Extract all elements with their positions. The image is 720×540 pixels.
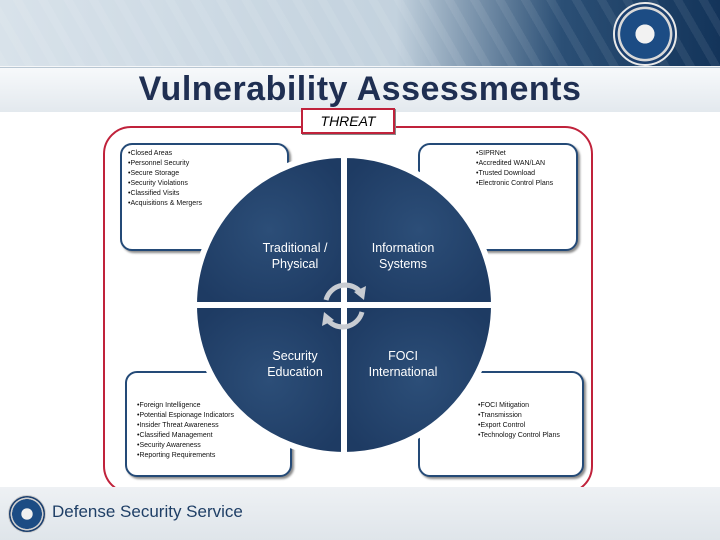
list-item: • Insider Threat Awareness [137,421,234,431]
quadrant-foci-international [344,305,494,455]
quadrant-label-line: FOCI [388,349,418,363]
list-item: • Technology Control Plans [478,431,560,441]
list-item: • Trusted Download [476,169,553,179]
quadrant-label-line: International [368,365,438,379]
quadrant-label-line: Education [267,365,323,379]
list-item: • Classified Visits [128,189,202,199]
list-item: • Acquisitions & Mergers [128,199,202,209]
list-item: • Security Awareness [137,441,234,451]
dss-seal-icon [8,495,46,533]
list-item: • Export Control [478,421,560,431]
quadrant-label-foci-international [348,348,458,380]
list-item: • Secure Storage [128,169,202,179]
threat-label: THREAT [301,108,395,134]
quadrant-security-education [194,305,344,455]
quadrant-label-traditional-physical [240,240,350,272]
list-item: • FOCI Mitigation [478,401,560,411]
quadrant-information-systems [344,155,494,305]
quadrant-label-line: Information [371,241,435,255]
list-item: • Personnel Security [128,159,202,169]
quadrant-label-line: Systems [379,257,427,271]
list-item: • Closed Areas [128,149,202,159]
quadrant-label-information-systems [348,240,458,272]
slide-title: Vulnerability Assessments [138,70,582,108]
list-item: • Classified Management [137,431,234,441]
quadrant-label-security-education [240,348,350,380]
list-item: • SIPRNet [476,149,553,159]
list-item: • Electronic Control Plans [476,179,553,189]
quadrant-label-line: Traditional / [262,241,328,255]
list-item: • Accredited WAN/LAN [476,159,553,169]
quadrant-label-line: Physical [271,257,319,271]
quadrant-label-line: Security [272,349,318,363]
list-item: • Reporting Requirements [137,451,234,461]
org-name: Defense Security Service [52,502,243,521]
list-item: • Foreign Intelligence [137,401,234,411]
quadrant-traditional-physical [194,155,344,305]
list-item: • Security Violations [128,179,202,189]
list-item: • Transmission [478,411,560,421]
list-item: • Potential Espionage Indicators [137,411,234,421]
